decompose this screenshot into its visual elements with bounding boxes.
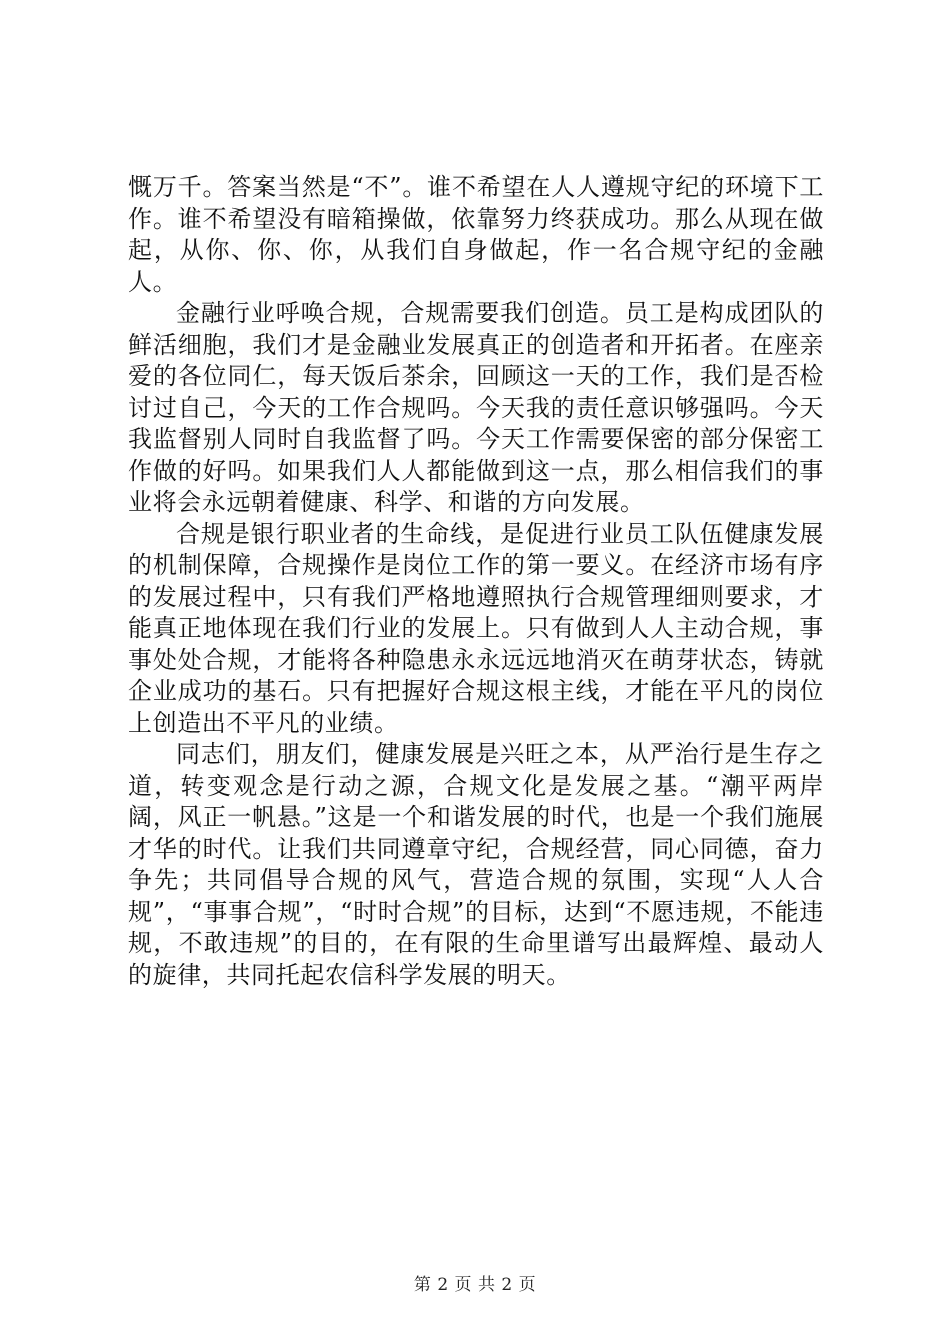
page-number-footer: 第 2 页 共 2 页 xyxy=(413,1275,537,1295)
paragraph-3: 合规是银行职业者的生命线，是促进行业员工队伍健康发展的机制保障，合规操作是岗位工作的第一要义。在经济市场有序的发展过程中，只有我们严格地遵照执行合规管理细则要求，才能真正地体现在我们行业的发展上。只有做到人人主动合规，事事处处合规，才能将各种隐患永永远远地消灭在萌芽状态，铸就企业成功的基石。只有把握好合规这根主线，才能在平凡的岗位上创造出不平凡的业绩。 xyxy=(128,519,824,737)
paragraph-4: 同志们，朋友们，健康发展是兴旺之本，从严治行是生存之道，转变观念是行动之源，合规文化是发展之基。“潮平两岸阔，风正一帆悬。”这是一个和谐发展的时代，也是一个我们施展才华的时代。让我们共同遵章守纪，合规经营，同心同德，奋力争先；共同倡导合规的风气，营造合规的氛围，实现“人人合规”，“事事合规”，“时时合规”的目标，达到“不愿违规，不能违规，不敢违规”的目的，在有限的生命里谱写出最辉煌、最动人的旋律，共同托起农信科学发展的明天。 xyxy=(128,740,824,989)
paragraph-1: 慨万千。答案当然是“不”。谁不希望在人人遵规守纪的环境下工作。谁不希望没有暗箱操做，依靠努力终获成功。那么从现在做起，从你、你、你，从我们自身做起，作一名合规守纪的金融人。 xyxy=(128,173,824,296)
paragraph-2: 金融行业呼唤合规，合规需要我们创造。员工是构成团队的鲜活细胞，我们才是金融业发展真正的创造者和开拓者。在座亲爱的各位同仁，每天饭后茶余，回顾这一天的工作，我们是否检讨过自己，今天的工作合规吗。今天我的责任意识够强吗。今天我监督别人同时自我监督了吗。今天工作需要保密的部分保密工作做的好吗。如果我们人人都能做到这一点，那么相信我们的事业将会永远朝着健康、科学、和谐的方向发展。 xyxy=(128,299,824,516)
document-body xyxy=(128,172,824,991)
